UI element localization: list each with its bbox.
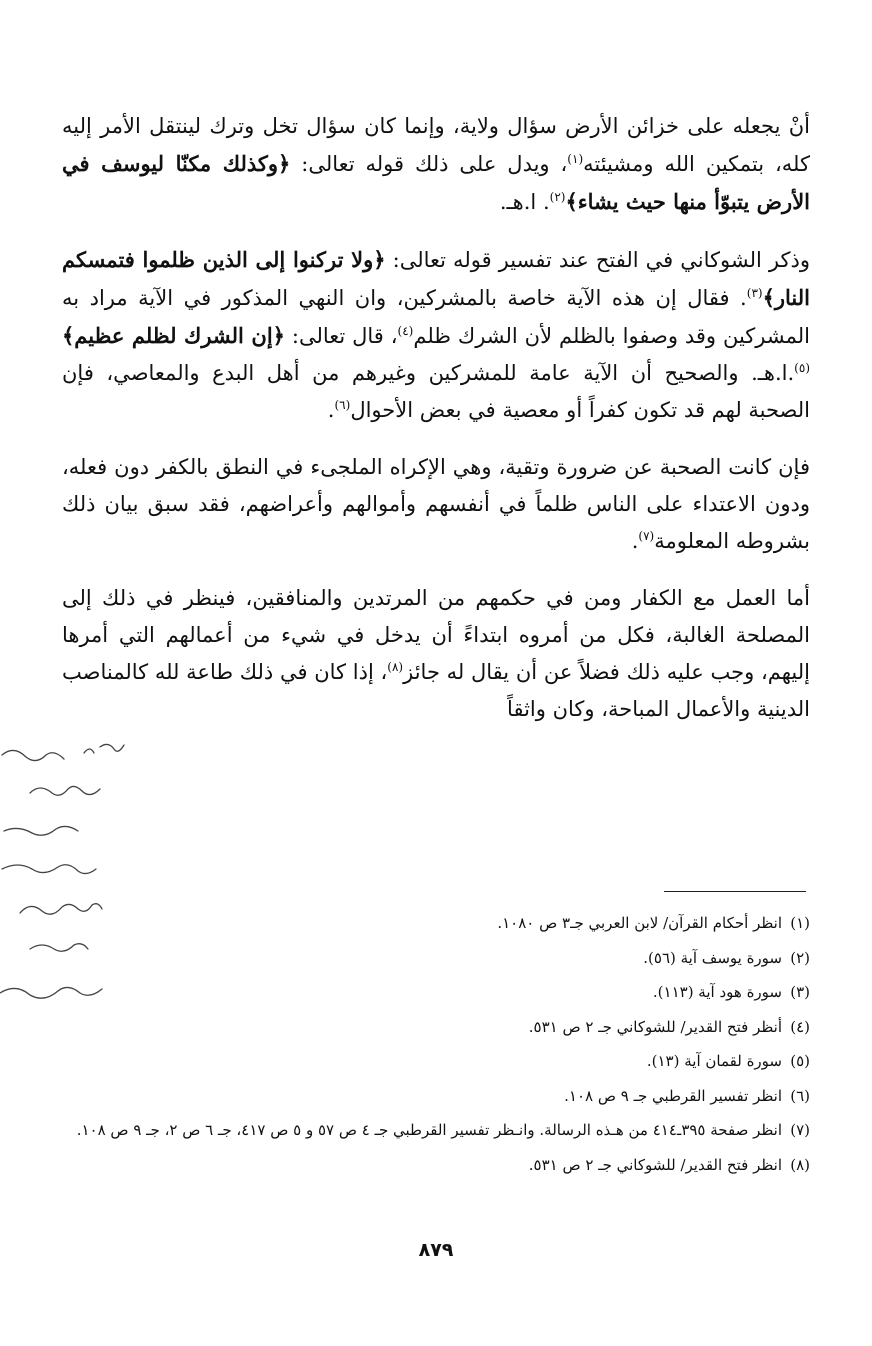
footnote-text: سورة هود آية (١١٣). <box>652 983 782 1001</box>
footnote-text: سورة يوسف آية (٥٦). <box>643 948 782 967</box>
paragraph-text: وذكر الشوكاني في الفتح عند تفسير قوله تعالى: <box>385 248 810 272</box>
paragraph-text: . فقال إن هذه الآية خاصة بالمشركين، وان النهي المذكور في الآية مراد به المشركين وقد وصفوا بالظلم لأن الشرك ظلم <box>62 286 810 348</box>
footnote-item <box>60 906 810 941</box>
footnote-number: (٦) <box>790 1086 810 1105</box>
footnote-reference: (٦) <box>334 398 351 412</box>
footnote-text: أنظر فتح القدير/ للشوكاني جـ ٢ ص ٥٣١. <box>528 1017 782 1036</box>
footnote-divider <box>664 891 806 892</box>
quran-quote: ﴿وكذلك مكنّا ليوسف في الأرض يتبوّأ منها حيث يشاء﴾ <box>62 151 810 214</box>
paragraph-text: أما العمل مع الكفار ومن في حكمهم من المرتدين والمنافقين، فينظر في ذلك إلى المصلحة الغالبة، فكل من أمروه ابتداءً أن يدخل في شيء من أعمالهم التي أمرها إليهم، وجب عليه ذلك فضلاً عن أن يقال له جائز <box>62 586 811 684</box>
paragraph-text: ، ويدل على ذلك قوله تعالى: <box>290 152 568 176</box>
body-paragraph <box>62 580 810 728</box>
main-text <box>62 108 810 728</box>
footnote-number: (٢) <box>790 948 810 967</box>
footnote-item <box>60 1010 810 1045</box>
footnote-text: انظر صفحة ٣٩٥ـ٤١٤ من هـذه الرسالة. وانـظر تفسير القرطبي جـ ٤ ص ٥٧ و ٥ ص ٤١٧، جـ ٦ ص ٢، جـ ٩ ص ١٠٨. <box>76 1121 782 1139</box>
quran-quote: ﴿ولا تركنوا إلى الذين ظلموا فتمسكم النار﴾ <box>62 247 810 310</box>
footnote-reference: (٨) <box>387 660 404 674</box>
footnote-number: (٥) <box>790 1052 810 1070</box>
footnote-reference: (٥) <box>794 361 810 375</box>
paragraph-text: أنْ يجعله على خزائن الأرض سؤال ولاية، وإنما كان سؤال تخل وترك لينتقل الأمر إليه كله، بتمكين الله ومشيئته <box>62 114 810 176</box>
footnote-reference: (٧) <box>638 529 655 543</box>
footnote-item <box>60 941 810 976</box>
footnote-item <box>60 1079 810 1114</box>
body-paragraph <box>62 241 810 429</box>
footnote-number: (٧) <box>790 1121 810 1139</box>
footnote-item <box>60 1113 810 1148</box>
footnote-item <box>60 1044 810 1079</box>
footnote-number: (٤) <box>790 1017 810 1036</box>
footnote-text: سورة لقمان آية (١٣). <box>646 1052 782 1070</box>
footnote-number: (٨) <box>790 1155 810 1174</box>
footnote-item <box>60 1148 810 1183</box>
footnotes-list <box>60 906 810 1182</box>
paragraph-text: . <box>631 529 639 553</box>
body-paragraph <box>62 108 810 221</box>
footnote-text: انظر أحكام القرآن/ لابن العربي جـ٣ ص ١٠٨٠. <box>497 914 782 932</box>
body-paragraph <box>62 449 810 560</box>
handwritten-margin-notes <box>0 735 130 1025</box>
footnote-reference: (٢) <box>549 190 566 204</box>
footnote-item <box>60 975 810 1010</box>
paragraph-text: . <box>327 398 335 422</box>
footnote-text: انظر تفسير القرطبي جـ ٩ ص ١٠٨. <box>564 1086 782 1105</box>
paragraph-text: ، إذا كان في ذلك طاعة لله كالمناصب الدينية والأعمال المباحة، وكان واثقاً <box>62 660 810 721</box>
footnote-number: (٣) <box>790 983 810 1001</box>
quran-quote: ﴿إن الشرك لظلم عظيم﴾ <box>62 323 285 348</box>
page-number: ٨٧٩ <box>418 1239 454 1261</box>
paragraph-text: . ا.هـ. <box>499 190 550 214</box>
paragraph-text: ، قال تعالى: <box>284 324 398 348</box>
paragraph-text: .ا.هـ. والصحيح أن الآية عامة للمشركين وغيرهم من أهل البدع والمعاصي، فإن الصحبة لهم قد تكون كفراً أو معصية في بعض الأحوال <box>62 361 810 422</box>
paragraph-text: فإن كانت الصحبة عن ضرورة وتقية، وهي الإكراه الملجىء في النطق بالكفر دون فعله، ودون الاعتداء على الناس ظلماً في أنفسهم وأموالهم وأعراضهم، فقد سبق بيان ذلك بشروطه المعلومة <box>62 455 810 553</box>
footnote-reference: (٤) <box>397 324 414 338</box>
footnote-text: انظر فتح القدير/ للشوكاني جـ ٢ ص ٥٣١. <box>528 1155 782 1174</box>
footnote-reference: (٣) <box>746 286 763 300</box>
footnote-number: (١) <box>790 914 810 932</box>
footnote-reference: (١) <box>567 152 584 166</box>
